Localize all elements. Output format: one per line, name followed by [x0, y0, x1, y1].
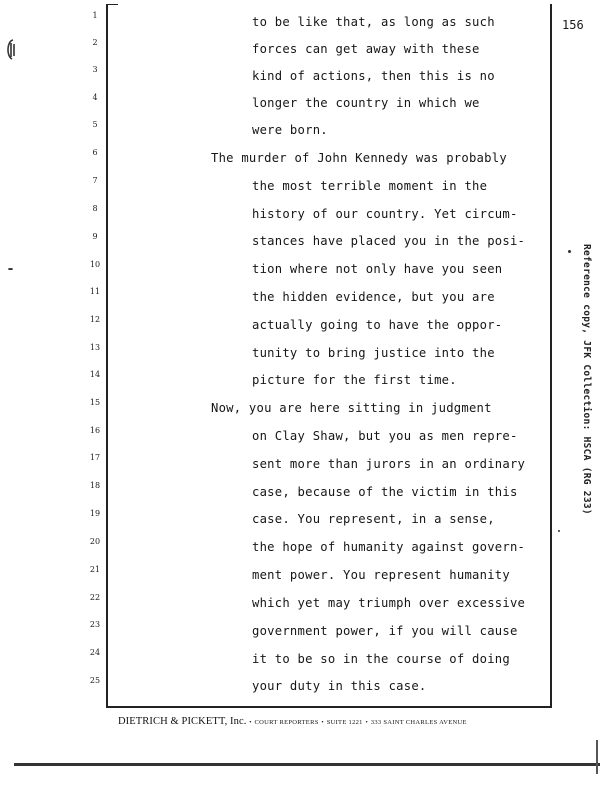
line-number: 5: [92, 120, 98, 129]
scan-speck: [568, 250, 571, 253]
line-number: 23: [89, 620, 101, 629]
transcript-line: actually going to have the oppor-: [252, 318, 503, 332]
line-number: 13: [89, 343, 101, 352]
scan-bottom-bar: [14, 763, 600, 766]
footer-suite: SUITE 1221: [326, 719, 363, 726]
transcript-line: were born.: [252, 123, 328, 137]
transcript-line: stances have placed you in the posi-: [252, 234, 526, 248]
binder-hole-mark-icon: [4, 38, 18, 62]
line-number: 12: [89, 315, 101, 324]
line-number: 17: [89, 453, 101, 462]
transcript-line: tunity to bring justice into the: [252, 346, 495, 360]
line-number: 14: [89, 370, 101, 379]
transcript-line: longer the country in which we: [252, 96, 480, 110]
scan-speck: [558, 530, 560, 532]
transcript-line: Now, you are here sitting in judgment: [211, 401, 492, 415]
transcript-line: government power, if you will cause: [252, 624, 518, 638]
scan-speck: [8, 268, 13, 270]
line-number: 1: [92, 11, 98, 20]
line-number: 15: [89, 398, 101, 407]
page-footer: [118, 716, 467, 727]
line-number: 11: [89, 287, 101, 296]
footer-firm-name: DIETRICH & PICKETT, Inc.: [118, 716, 247, 727]
transcript-line: The murder of John Kennedy was probably: [211, 151, 507, 165]
line-number: 10: [89, 260, 101, 269]
line-number: 3: [92, 65, 98, 74]
page-number: 156: [562, 18, 584, 32]
transcript-line: kind of actions, then this is no: [252, 69, 495, 83]
transcript-line: tion where not only have you seen: [252, 262, 503, 276]
transcript-line: it to be so in the course of doing: [252, 652, 510, 666]
line-number: 7: [92, 176, 98, 185]
line-number: 8: [92, 204, 98, 213]
footer-address: 333 SAINT CHARLES AVENUE: [370, 719, 467, 726]
transcript-line: the most terrible moment in the: [252, 179, 488, 193]
line-number: 24: [89, 648, 101, 657]
archive-reference-stamp: Reference copy, JFK Collection: HSCA (RG 233): [581, 244, 592, 515]
line-number: 25: [89, 676, 101, 685]
transcript-line: ment power. You represent humanity: [252, 568, 510, 582]
footer-separator: •: [321, 719, 324, 726]
line-number: 16: [89, 426, 101, 435]
transcript-line: which yet may triumph over excessive: [252, 596, 526, 610]
line-number: 9: [92, 232, 98, 241]
transcript-line: your duty in this case.: [252, 679, 427, 693]
footer-separator: •: [365, 719, 369, 726]
transcript-line: sent more than jurors in an ordinary: [252, 457, 526, 471]
line-number: 2: [92, 38, 98, 47]
line-number: 19: [89, 509, 101, 518]
line-number: 20: [89, 537, 101, 546]
frame-top-tick: [106, 4, 118, 5]
line-number: 18: [89, 481, 101, 490]
transcript-line: the hidden evidence, but you are: [252, 290, 495, 304]
footer-separator: •: [249, 719, 252, 726]
line-number: 22: [89, 593, 101, 602]
transcript-line: history of our country. Yet circum-: [252, 207, 518, 221]
transcript-line: case, because of the victim in this: [252, 485, 518, 499]
line-number: 21: [89, 565, 101, 574]
line-number: 6: [92, 148, 98, 157]
transcript-line: on Clay Shaw, but you as men repre-: [252, 429, 518, 443]
transcript-line: forces can get away with these: [252, 42, 480, 56]
line-number: 4: [92, 93, 98, 102]
transcript-line: to be like that, as long as such: [252, 15, 495, 29]
transcript-line: picture for the first time.: [252, 373, 457, 387]
transcript-line: the hope of humanity against govern-: [252, 540, 526, 554]
transcript-line: case. You represent, in a sense,: [252, 512, 495, 526]
scan-right-edge: [596, 740, 598, 774]
footer-court-reporters: COURT REPORTERS: [254, 719, 319, 726]
